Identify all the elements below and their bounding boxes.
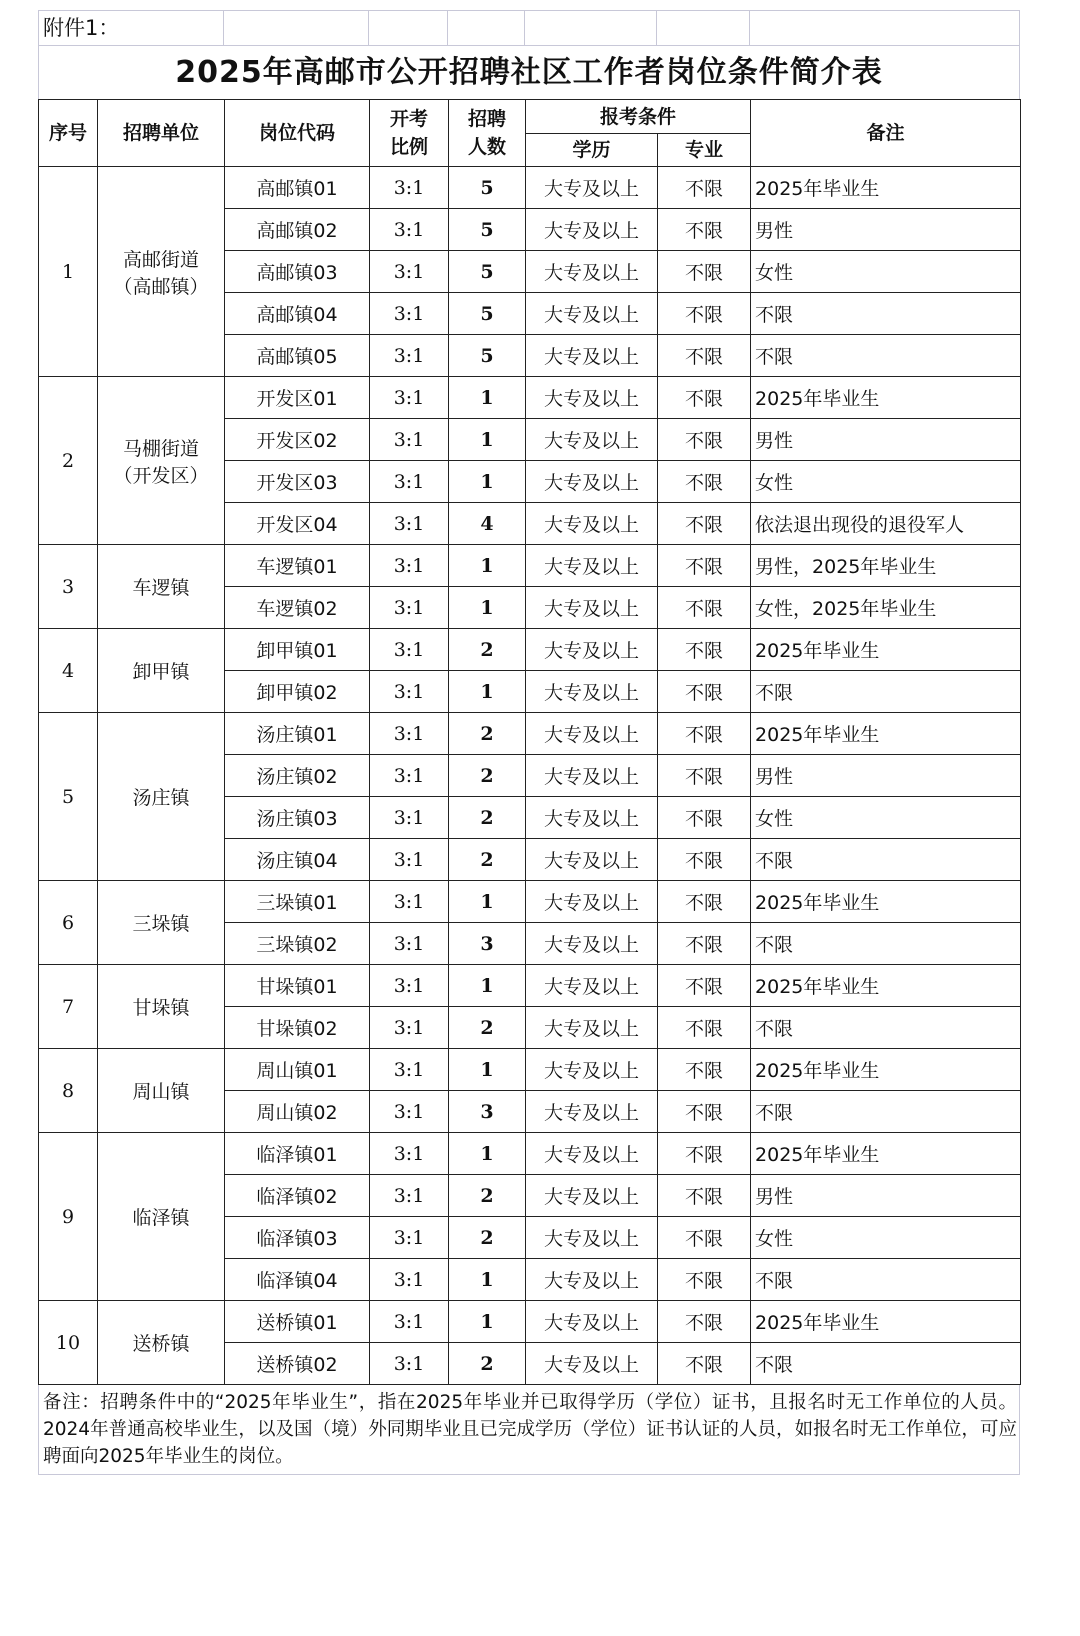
education-cell: 大专及以上	[526, 1217, 658, 1259]
code-cell: 开发区04	[225, 503, 370, 545]
major-cell: 不限	[658, 1133, 751, 1175]
major-cell: 不限	[658, 1217, 751, 1259]
education-cell: 大专及以上	[526, 923, 658, 965]
ratio-cell: 3:1	[370, 377, 449, 419]
header-code: 岗位代码	[225, 100, 370, 167]
table-row	[39, 545, 1021, 587]
count-cell: 1	[449, 545, 526, 587]
attachment-row	[38, 10, 1020, 45]
header-count-line1: 招聘	[467, 108, 506, 130]
header-unit: 招聘单位	[98, 100, 225, 167]
ratio-cell: 3:1	[370, 503, 449, 545]
table-row	[39, 167, 1021, 209]
education-cell: 大专及以上	[526, 1049, 658, 1091]
code-cell: 送桥镇01	[225, 1301, 370, 1343]
code-cell: 三垛镇02	[225, 923, 370, 965]
education-cell: 大专及以上	[526, 335, 658, 377]
empty-cell	[369, 11, 448, 45]
unit-name: 三垛镇	[132, 913, 190, 935]
ratio-cell: 3:1	[370, 419, 449, 461]
count-cell: 5	[449, 335, 526, 377]
code-cell: 临泽镇04	[225, 1259, 370, 1301]
ratio-cell: 3:1	[370, 1217, 449, 1259]
remark-cell: 2025年毕业生	[751, 377, 1021, 419]
ratio-cell: 3:1	[370, 1175, 449, 1217]
seq-cell: 5	[39, 713, 98, 881]
major-cell: 不限	[658, 797, 751, 839]
ratio-cell: 3:1	[370, 293, 449, 335]
table-body	[39, 167, 1021, 1385]
major-cell: 不限	[658, 1049, 751, 1091]
education-cell: 大专及以上	[526, 755, 658, 797]
attachment-label: 附件1：	[38, 11, 224, 45]
remark-cell: 2025年毕业生	[751, 1301, 1021, 1343]
education-cell: 大专及以上	[526, 293, 658, 335]
header-seq: 序号	[39, 100, 98, 167]
count-cell: 2	[449, 797, 526, 839]
count-cell: 3	[449, 923, 526, 965]
education-cell: 大专及以上	[526, 713, 658, 755]
remark-cell: 不限	[751, 1091, 1021, 1133]
major-cell: 不限	[658, 1007, 751, 1049]
remark-cell: 女性	[751, 1217, 1021, 1259]
seq-cell: 4	[39, 629, 98, 713]
header-conditions: 报考条件	[526, 100, 751, 134]
code-cell: 车逻镇01	[225, 545, 370, 587]
remark-cell: 2025年毕业生	[751, 629, 1021, 671]
education-cell: 大专及以上	[526, 671, 658, 713]
count-cell: 4	[449, 503, 526, 545]
table-row	[39, 1301, 1021, 1343]
ratio-cell: 3:1	[370, 881, 449, 923]
education-cell: 大专及以上	[526, 839, 658, 881]
unit-name: 卸甲镇	[132, 661, 190, 683]
major-cell: 不限	[658, 209, 751, 251]
count-cell: 1	[449, 1049, 526, 1091]
table-row	[39, 881, 1021, 923]
education-cell: 大专及以上	[526, 503, 658, 545]
empty-cell	[525, 11, 657, 45]
major-cell: 不限	[658, 419, 751, 461]
education-cell: 大专及以上	[526, 209, 658, 251]
ratio-cell: 3:1	[370, 629, 449, 671]
unit-alias: （高邮镇）	[113, 275, 209, 298]
unit-name: 临泽镇	[132, 1207, 190, 1229]
table-row	[39, 377, 1021, 419]
remark-cell: 不限	[751, 1343, 1021, 1385]
remark-cell: 不限	[751, 671, 1021, 713]
education-cell: 大专及以上	[526, 419, 658, 461]
code-cell: 甘垛镇02	[225, 1007, 370, 1049]
major-cell: 不限	[658, 545, 751, 587]
ratio-cell: 3:1	[370, 1007, 449, 1049]
table-row	[39, 629, 1021, 671]
ratio-cell: 3:1	[370, 209, 449, 251]
remark-cell: 男性	[751, 755, 1021, 797]
ratio-cell: 3:1	[370, 797, 449, 839]
remark-cell: 2025年毕业生	[751, 167, 1021, 209]
unit-cell	[98, 545, 225, 629]
code-cell: 高邮镇03	[225, 251, 370, 293]
ratio-cell: 3:1	[370, 923, 449, 965]
ratio-cell: 3:1	[370, 1049, 449, 1091]
ratio-cell: 3:1	[370, 839, 449, 881]
count-cell: 1	[449, 965, 526, 1007]
code-cell: 开发区01	[225, 377, 370, 419]
count-cell: 5	[449, 209, 526, 251]
count-cell: 1	[449, 377, 526, 419]
table-row	[39, 713, 1021, 755]
count-cell: 2	[449, 1007, 526, 1049]
education-cell: 大专及以上	[526, 545, 658, 587]
seq-cell: 9	[39, 1133, 98, 1301]
remark-cell: 不限	[751, 839, 1021, 881]
education-cell: 大专及以上	[526, 1133, 658, 1175]
remark-cell: 不限	[751, 1007, 1021, 1049]
major-cell: 不限	[658, 923, 751, 965]
major-cell: 不限	[658, 167, 751, 209]
ratio-cell: 3:1	[370, 965, 449, 1007]
remark-cell: 不限	[751, 923, 1021, 965]
remark-cell: 男性	[751, 209, 1021, 251]
header-ratio-line1: 开考	[389, 108, 428, 130]
seq-cell: 3	[39, 545, 98, 629]
unit-cell	[98, 965, 225, 1049]
count-cell: 2	[449, 1343, 526, 1385]
header-ratio-line2: 比例	[389, 136, 428, 158]
ratio-cell: 3:1	[370, 1343, 449, 1385]
page-title: 2025年高邮市公开招聘社区工作者岗位条件简介表	[38, 45, 1020, 99]
seq-cell: 6	[39, 881, 98, 965]
unit-cell	[98, 167, 225, 377]
unit-cell	[98, 1049, 225, 1133]
major-cell: 不限	[658, 377, 751, 419]
code-cell: 卸甲镇02	[225, 671, 370, 713]
remark-cell: 女性，2025年毕业生	[751, 587, 1021, 629]
code-cell: 周山镇02	[225, 1091, 370, 1133]
header-ratio	[370, 100, 449, 167]
major-cell: 不限	[658, 503, 751, 545]
remark-cell: 女性	[751, 797, 1021, 839]
unit-name: 马棚街道	[122, 437, 199, 460]
code-cell: 汤庄镇01	[225, 713, 370, 755]
seq-cell: 10	[39, 1301, 98, 1385]
code-cell: 临泽镇02	[225, 1175, 370, 1217]
remark-cell: 依法退出现役的退役军人	[751, 503, 1021, 545]
unit-name: 送桥镇	[132, 1333, 190, 1355]
major-cell: 不限	[658, 587, 751, 629]
ratio-cell: 3:1	[370, 671, 449, 713]
unit-cell	[98, 1133, 225, 1301]
major-cell: 不限	[658, 251, 751, 293]
major-cell: 不限	[658, 713, 751, 755]
table-row	[39, 1133, 1021, 1175]
ratio-cell: 3:1	[370, 755, 449, 797]
unit-name: 甘垛镇	[132, 997, 190, 1019]
count-cell: 1	[449, 1301, 526, 1343]
seq-cell: 1	[39, 167, 98, 377]
education-cell: 大专及以上	[526, 587, 658, 629]
education-cell: 大专及以上	[526, 1007, 658, 1049]
education-cell: 大专及以上	[526, 377, 658, 419]
code-cell: 开发区03	[225, 461, 370, 503]
major-cell: 不限	[658, 629, 751, 671]
count-cell: 2	[449, 713, 526, 755]
code-cell: 汤庄镇03	[225, 797, 370, 839]
education-cell: 大专及以上	[526, 1301, 658, 1343]
unit-name: 高邮街道	[122, 248, 199, 271]
footnote: 备注：招聘条件中的“2025年毕业生”，指在2025年毕业并已取得学历（学位）证书，且报名时无工作单位的人员。2024年普通高校毕业生，以及国（境）外同期毕业且已完成学历（学位）证书认证的人员，如报名时无工作单位，可应聘面向2025年毕业生的岗位。	[38, 1385, 1020, 1475]
education-cell: 大专及以上	[526, 1175, 658, 1217]
code-cell: 汤庄镇02	[225, 755, 370, 797]
education-cell: 大专及以上	[526, 797, 658, 839]
education-cell: 大专及以上	[526, 1259, 658, 1301]
major-cell: 不限	[658, 1175, 751, 1217]
count-cell: 2	[449, 629, 526, 671]
major-cell: 不限	[658, 755, 751, 797]
code-cell: 高邮镇05	[225, 335, 370, 377]
major-cell: 不限	[658, 839, 751, 881]
code-cell: 高邮镇02	[225, 209, 370, 251]
education-cell: 大专及以上	[526, 461, 658, 503]
remark-cell: 2025年毕业生	[751, 1133, 1021, 1175]
remark-cell: 男性	[751, 419, 1021, 461]
remark-cell: 2025年毕业生	[751, 881, 1021, 923]
ratio-cell: 3:1	[370, 335, 449, 377]
major-cell: 不限	[658, 335, 751, 377]
remark-cell: 女性	[751, 461, 1021, 503]
count-cell: 1	[449, 461, 526, 503]
education-cell: 大专及以上	[526, 881, 658, 923]
positions-table	[38, 99, 1021, 1385]
table-row	[39, 1049, 1021, 1091]
count-cell: 2	[449, 755, 526, 797]
education-cell: 大专及以上	[526, 629, 658, 671]
empty-cell	[750, 11, 1020, 45]
count-cell: 2	[449, 1175, 526, 1217]
unit-cell	[98, 377, 225, 545]
seq-cell: 2	[39, 377, 98, 545]
education-cell: 大专及以上	[526, 251, 658, 293]
empty-cell	[657, 11, 750, 45]
remark-cell: 不限	[751, 1259, 1021, 1301]
count-cell: 1	[449, 1133, 526, 1175]
ratio-cell: 3:1	[370, 545, 449, 587]
unit-cell	[98, 1301, 225, 1385]
education-cell: 大专及以上	[526, 1343, 658, 1385]
major-cell: 不限	[658, 461, 751, 503]
major-cell: 不限	[658, 1259, 751, 1301]
major-cell: 不限	[658, 671, 751, 713]
code-cell: 临泽镇03	[225, 1217, 370, 1259]
ratio-cell: 3:1	[370, 1301, 449, 1343]
remark-cell: 女性	[751, 251, 1021, 293]
code-cell: 汤庄镇04	[225, 839, 370, 881]
count-cell: 5	[449, 251, 526, 293]
ratio-cell: 3:1	[370, 461, 449, 503]
header-education: 学历	[526, 134, 658, 167]
count-cell: 5	[449, 167, 526, 209]
count-cell: 1	[449, 419, 526, 461]
unit-cell	[98, 881, 225, 965]
count-cell: 1	[449, 671, 526, 713]
count-cell: 2	[449, 1217, 526, 1259]
seq-cell: 8	[39, 1049, 98, 1133]
major-cell: 不限	[658, 1091, 751, 1133]
code-cell: 甘垛镇01	[225, 965, 370, 1007]
major-cell: 不限	[658, 293, 751, 335]
seq-cell: 7	[39, 965, 98, 1049]
count-cell: 1	[449, 881, 526, 923]
education-cell: 大专及以上	[526, 1091, 658, 1133]
count-cell: 2	[449, 839, 526, 881]
remark-cell: 男性	[751, 1175, 1021, 1217]
code-cell: 三垛镇01	[225, 881, 370, 923]
remark-cell: 2025年毕业生	[751, 965, 1021, 1007]
empty-cell	[448, 11, 525, 45]
header-major: 专业	[658, 134, 751, 167]
major-cell: 不限	[658, 881, 751, 923]
ratio-cell: 3:1	[370, 1133, 449, 1175]
ratio-cell: 3:1	[370, 713, 449, 755]
code-cell: 高邮镇04	[225, 293, 370, 335]
remark-cell: 2025年毕业生	[751, 1049, 1021, 1091]
header-count	[449, 100, 526, 167]
unit-cell	[98, 713, 225, 881]
remark-cell: 不限	[751, 293, 1021, 335]
major-cell: 不限	[658, 1343, 751, 1385]
education-cell: 大专及以上	[526, 167, 658, 209]
code-cell: 临泽镇01	[225, 1133, 370, 1175]
code-cell: 高邮镇01	[225, 167, 370, 209]
remark-cell: 2025年毕业生	[751, 713, 1021, 755]
unit-alias: （开发区）	[113, 464, 209, 487]
remark-cell: 男性，2025年毕业生	[751, 545, 1021, 587]
ratio-cell: 3:1	[370, 167, 449, 209]
count-cell: 1	[449, 587, 526, 629]
ratio-cell: 3:1	[370, 587, 449, 629]
code-cell: 送桥镇02	[225, 1343, 370, 1385]
count-cell: 1	[449, 1259, 526, 1301]
header-count-line2: 人数	[467, 136, 506, 158]
unit-name: 车逻镇	[132, 577, 190, 599]
spreadsheet-sheet	[38, 10, 1020, 1475]
code-cell: 周山镇01	[225, 1049, 370, 1091]
ratio-cell: 3:1	[370, 1091, 449, 1133]
code-cell: 卸甲镇01	[225, 629, 370, 671]
major-cell: 不限	[658, 965, 751, 1007]
unit-name: 汤庄镇	[132, 787, 190, 809]
unit-cell	[98, 629, 225, 713]
header-remark: 备注	[751, 100, 1021, 167]
table-row	[39, 965, 1021, 1007]
count-cell: 5	[449, 293, 526, 335]
unit-name: 周山镇	[132, 1081, 190, 1103]
ratio-cell: 3:1	[370, 251, 449, 293]
major-cell: 不限	[658, 1301, 751, 1343]
education-cell: 大专及以上	[526, 965, 658, 1007]
count-cell: 3	[449, 1091, 526, 1133]
code-cell: 开发区02	[225, 419, 370, 461]
ratio-cell: 3:1	[370, 1259, 449, 1301]
empty-cell	[224, 11, 369, 45]
code-cell: 车逻镇02	[225, 587, 370, 629]
remark-cell: 不限	[751, 335, 1021, 377]
